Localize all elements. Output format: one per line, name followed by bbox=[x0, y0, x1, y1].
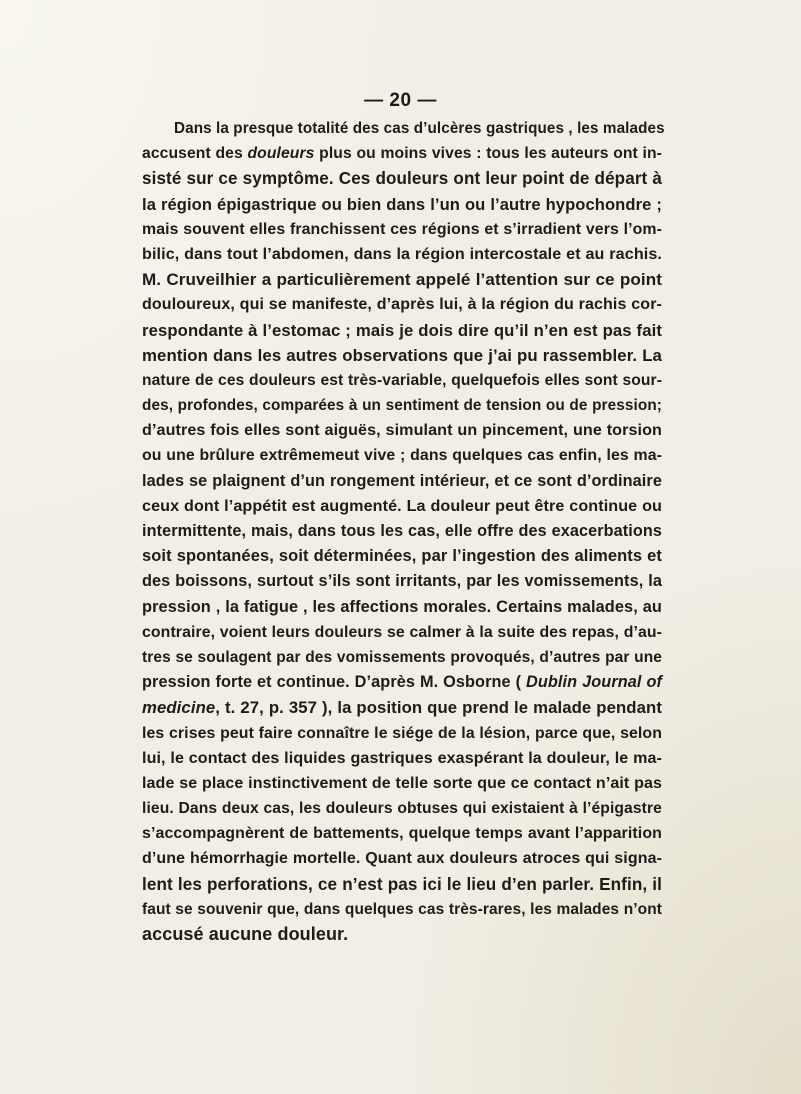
text-line: des, profondes, comparées à un sentiment de tension ou de pression; bbox=[142, 397, 662, 415]
text-line: pression , la fatigue , les affections morales. Certains malades, au bbox=[142, 597, 662, 616]
text-line: mention dans les autres observations que j’ai pu rassembler. La bbox=[142, 345, 662, 365]
text-line: douloureux, qui se manifeste, d’après lui, à la région du rachis cor- bbox=[142, 295, 662, 314]
text-line: intermittente, mais, dans tous les cas, elle offre des exacerbations bbox=[142, 522, 662, 540]
text-line bbox=[142, 141, 662, 166]
text-segment: accusent des bbox=[142, 145, 248, 163]
text-line: lade se place instinctivement de telle sorte que ce contact n’ait pas bbox=[142, 773, 662, 792]
text-segment: , t. 27, p. 357 ), la position que prend le malade pendant bbox=[215, 698, 662, 718]
text-line: sisté sur ce symptôme. Ces douleurs ont leur point de départ à bbox=[142, 169, 662, 189]
text-line: Dans la presque totalité des cas d’ulcères gastriques , les malades bbox=[174, 120, 665, 137]
text-line: ceux dont l’appétit est augmenté. La douleur peut être continue ou bbox=[142, 496, 662, 515]
text-line: lades se plaignent d’un rongement intérieur, et ce sont d’ordinaire bbox=[142, 471, 662, 490]
text-line bbox=[142, 670, 662, 695]
page-number: — 20 — bbox=[364, 90, 437, 111]
text-line: la région épigastrique ou bien dans l’un ou l’autre hypochondre ; bbox=[142, 194, 662, 214]
text-line: tres se soulagent par des vomissements provoqués, d’autres par une bbox=[142, 648, 662, 666]
italic-citation: medicine bbox=[142, 698, 216, 718]
text-line: nature de ces douleurs est très-variable, quelquefois elles sont sour- bbox=[142, 371, 662, 389]
italic-citation: Dublin Journal of bbox=[526, 673, 663, 692]
text-line: des boissons, surtout s’ils sont irritants, par les vomissements, la bbox=[142, 572, 662, 591]
text-line: accusé aucune douleur. bbox=[142, 924, 349, 944]
text-segment: plus ou moins vives : tous les auteurs ont in- bbox=[314, 145, 663, 163]
italic-term: douleurs bbox=[247, 145, 315, 163]
text-line: contraire, voient leurs douleurs se calmer à la suite des repas, d’au- bbox=[142, 623, 662, 641]
text-line: M. Cruveilhier a particulièrement appelé l’attention sur ce point bbox=[142, 270, 662, 290]
text-line: respondante à l’estomac ; mais je dois dire qu’il n’en est pas fait bbox=[142, 320, 662, 340]
text-segment: pression forte et continue. D’après M. Osborne ( bbox=[142, 673, 527, 692]
text-line: mais souvent elles franchissent ces régions et s’irradient vers l’om- bbox=[142, 220, 662, 238]
text-line: bilic, dans tout l’abdomen, dans la région intercostale et au rachis. bbox=[142, 244, 662, 263]
text-line: les crises peut faire connaître le siége de la lésion, parce que, selon bbox=[142, 724, 662, 742]
text-line: lent les perforations, ce n’est pas ici le lieu d’en parler. Enfin, il bbox=[142, 874, 662, 894]
text-line: soit spontanées, soit déterminées, par l’ingestion des aliments et bbox=[142, 547, 662, 566]
text-line: s’accompagnèrent de battements, quelque temps avant l’apparition bbox=[142, 825, 662, 843]
text-line: faut se souvenir que, dans quelques cas très-rares, les malades n’ont bbox=[142, 900, 662, 918]
text-line: ou une brûlure extrêmemeut vive ; dans quelques cas enfin, les ma- bbox=[142, 447, 662, 465]
body-paragraph bbox=[142, 116, 665, 947]
text-line: d’autres fois elles sont aiguës, simulant un pincement, une torsion bbox=[142, 421, 662, 440]
text-line: lieu. Dans deux cas, les douleurs obtuses qui existaient à l’épigastre bbox=[142, 800, 662, 818]
text-line bbox=[142, 695, 662, 720]
text-line: d’une hémorrhagie mortelle. Quant aux douleurs atroces qui signa- bbox=[142, 850, 662, 868]
text-line: lui, le contact des liquides gastriques exaspérant la douleur, le ma- bbox=[142, 748, 662, 767]
